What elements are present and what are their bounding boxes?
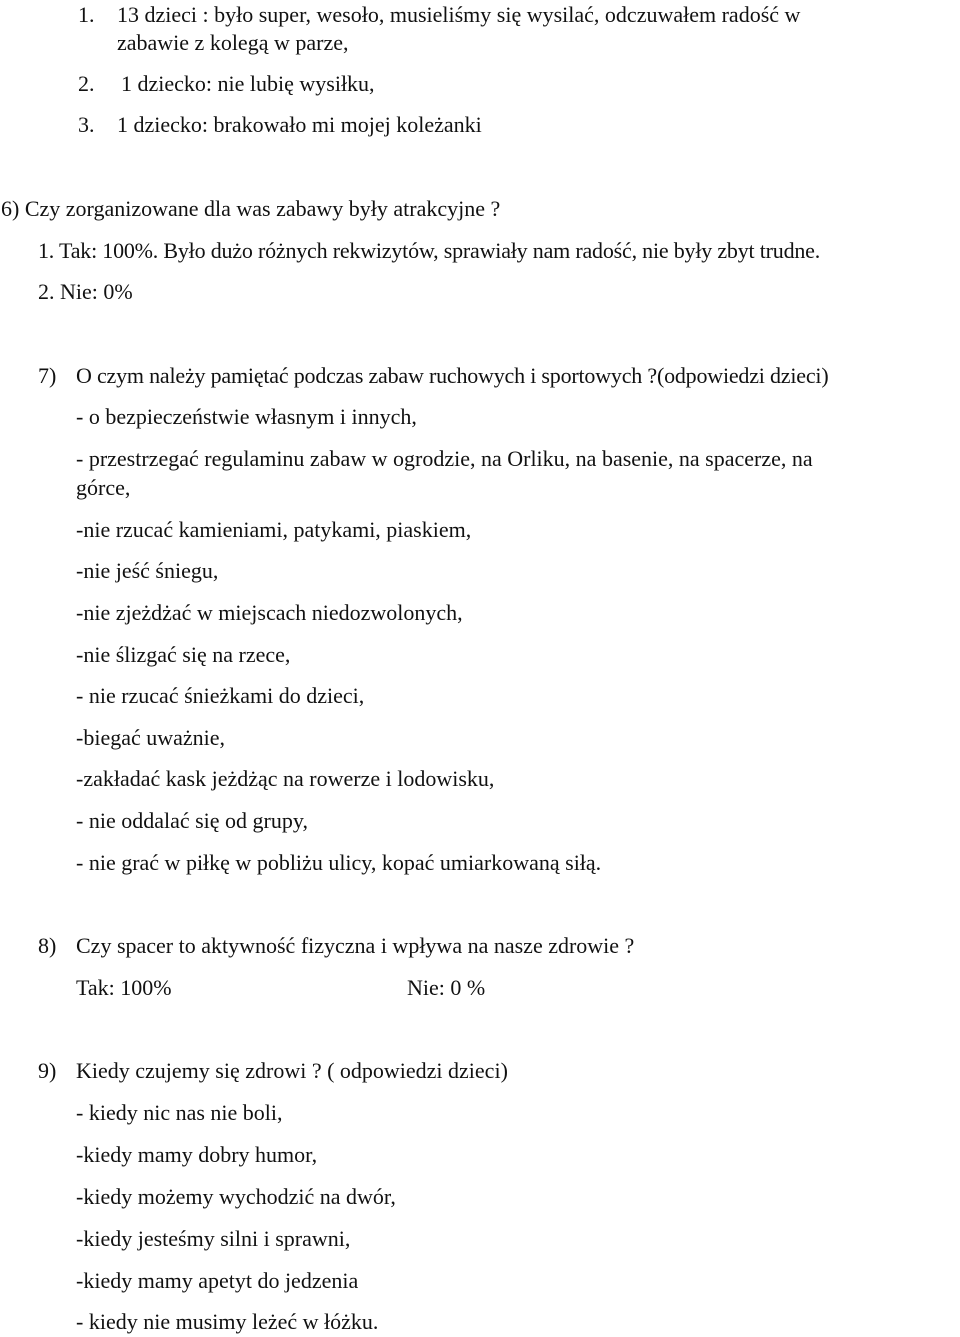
list-item: - o bezpieczeństwie własnym i innych,	[76, 404, 417, 429]
question-8-number: 8)	[38, 933, 57, 958]
list-item: - przestrzegać regulaminu zabaw w ogrodzie, na Orliku, na basenie, na spacerze, na	[76, 446, 813, 471]
list-item: - kiedy nie musimy leżeć w łóżku.	[76, 1309, 379, 1334]
list-item-text: 1 dziecko: nie lubię wysiłku,	[121, 71, 375, 96]
list-item: -nie zjeżdżać w miejscach niedozwolonych,	[76, 600, 463, 625]
list-item-text: 1 dziecko: brakowało mi mojej koleżanki	[117, 112, 482, 137]
list-item-number: 3.	[78, 112, 95, 137]
list-item-text: zabawie z kolegą w parze,	[117, 30, 349, 55]
question-8-answer-no: Nie: 0 %	[407, 975, 486, 1000]
list-item: - nie grać w piłkę w pobliżu ulicy, kopać umiarkowaną siłą.	[76, 850, 602, 875]
list-item: -kiedy możemy wychodzić na dwór,	[76, 1184, 396, 1209]
list-item-number: 1.	[78, 2, 95, 27]
list-item: -kiedy mamy apetyt do jedzenia	[76, 1268, 359, 1293]
list-item: -zakładać kask jeżdżąc na rowerze i lodowisku,	[76, 766, 495, 791]
list-item: -nie jeść śniegu,	[76, 558, 219, 583]
question-7: O czym należy pamiętać podczas zabaw ruchowych i sportowych ?(odpowiedzi dzieci)	[76, 363, 829, 388]
question-6-answer-yes: 1. Tak: 100%. Było dużo różnych rekwizytów, sprawiały nam radość, nie były zbyt trudne.	[38, 238, 821, 263]
question-8: Czy spacer to aktywność fizyczna i wpływa na nasze zdrowie ?	[76, 933, 635, 958]
question-6: 6) Czy zorganizowane dla was zabawy były atrakcyjne ?	[1, 196, 501, 221]
list-item: -kiedy jesteśmy silni i sprawni,	[76, 1226, 351, 1251]
list-item-text: 13 dzieci : było super, wesoło, musieliśmy się wysilać, odczuwałem radość w	[117, 2, 801, 27]
list-item: - nie oddalać się od grupy,	[76, 808, 308, 833]
question-7-number: 7)	[38, 363, 57, 388]
question-6-answer-no: 2. Nie: 0%	[38, 279, 133, 304]
list-item: -nie rzucać kamieniami, patykami, piaskiem,	[76, 517, 472, 542]
list-item: górce,	[76, 475, 131, 500]
list-item: -nie ślizgać się na rzece,	[76, 642, 291, 667]
list-item: -kiedy mamy dobry humor,	[76, 1142, 318, 1167]
list-item: - kiedy nic nas nie boli,	[76, 1100, 283, 1125]
question-8-answer-yes: Tak: 100%	[76, 975, 172, 1000]
list-item-number: 2.	[78, 71, 95, 96]
question-9-number: 9)	[38, 1058, 57, 1083]
list-item: -biegać uważnie,	[76, 725, 226, 750]
question-9: Kiedy czujemy się zdrowi ? ( odpowiedzi dzieci)	[76, 1058, 508, 1083]
list-item: - nie rzucać śnieżkami do dzieci,	[76, 683, 365, 708]
